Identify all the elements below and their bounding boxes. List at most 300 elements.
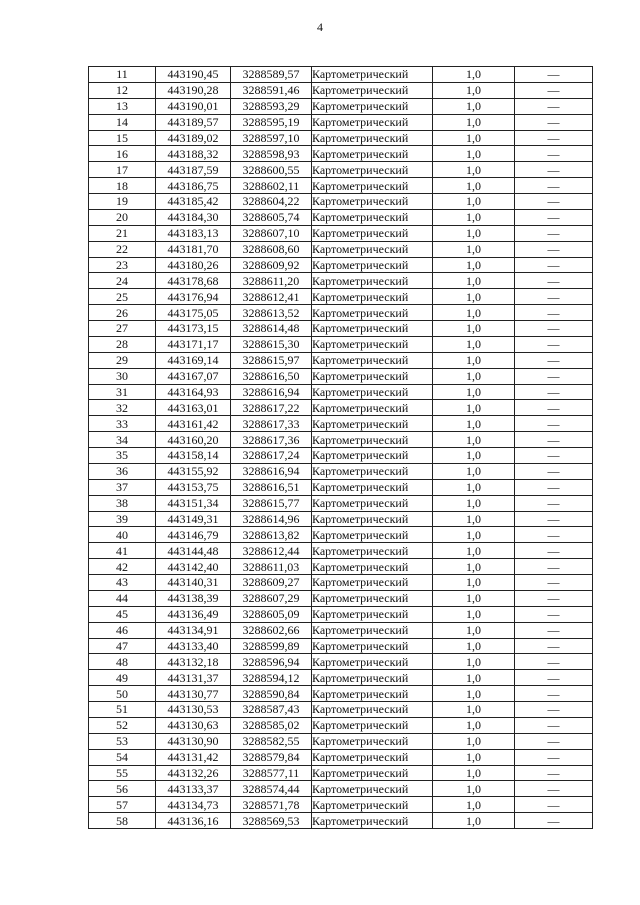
y-coordinate-cell: 3288617,33 (231, 416, 312, 432)
x-coordinate-cell: 443181,70 (156, 241, 231, 257)
x-coordinate-cell: 443134,73 (156, 797, 231, 813)
method-cell: Картометрический (312, 717, 433, 733)
description-cell: — (515, 146, 593, 162)
point-number-cell: 51 (89, 702, 156, 718)
x-coordinate-cell: 443189,57 (156, 114, 231, 130)
method-cell: Картометрический (312, 432, 433, 448)
x-coordinate-cell: 443175,05 (156, 305, 231, 321)
method-cell: Картометрический (312, 606, 433, 622)
description-cell: — (515, 241, 593, 257)
x-coordinate-cell: 443190,28 (156, 82, 231, 98)
accuracy-cell: 1,0 (433, 638, 515, 654)
method-cell: Картометрический (312, 622, 433, 638)
x-coordinate-cell: 443132,18 (156, 654, 231, 670)
description-cell: — (515, 765, 593, 781)
y-coordinate-cell: 3288607,10 (231, 225, 312, 241)
x-coordinate-cell: 443149,31 (156, 511, 231, 527)
y-coordinate-cell: 3288616,94 (231, 463, 312, 479)
accuracy-cell: 1,0 (433, 797, 515, 813)
table-row (89, 622, 593, 638)
table-row (89, 352, 593, 368)
y-coordinate-cell: 3288613,52 (231, 305, 312, 321)
accuracy-cell: 1,0 (433, 606, 515, 622)
y-coordinate-cell: 3288611,03 (231, 559, 312, 575)
method-cell: Картометрический (312, 702, 433, 718)
point-number-cell: 55 (89, 765, 156, 781)
point-number-cell: 40 (89, 527, 156, 543)
y-coordinate-cell: 3288597,10 (231, 130, 312, 146)
x-coordinate-cell: 443189,02 (156, 130, 231, 146)
table-row (89, 686, 593, 702)
point-number-cell: 24 (89, 273, 156, 289)
accuracy-cell: 1,0 (433, 670, 515, 686)
method-cell: Картометрический (312, 384, 433, 400)
y-coordinate-cell: 3288599,89 (231, 638, 312, 654)
table-row (89, 257, 593, 273)
description-cell: — (515, 606, 593, 622)
method-cell: Картометрический (312, 225, 433, 241)
description-cell: — (515, 733, 593, 749)
y-coordinate-cell: 3288609,92 (231, 257, 312, 273)
description-cell: — (515, 622, 593, 638)
table-row (89, 543, 593, 559)
point-number-cell: 11 (89, 67, 156, 83)
accuracy-cell: 1,0 (433, 289, 515, 305)
description-cell: — (515, 416, 593, 432)
method-cell: Картометрический (312, 638, 433, 654)
accuracy-cell: 1,0 (433, 432, 515, 448)
accuracy-cell: 1,0 (433, 225, 515, 241)
y-coordinate-cell: 3288617,24 (231, 448, 312, 464)
x-coordinate-cell: 443133,40 (156, 638, 231, 654)
description-cell: — (515, 432, 593, 448)
y-coordinate-cell: 3288587,43 (231, 702, 312, 718)
y-coordinate-cell: 3288577,11 (231, 765, 312, 781)
description-cell: — (515, 797, 593, 813)
accuracy-cell: 1,0 (433, 733, 515, 749)
accuracy-cell: 1,0 (433, 146, 515, 162)
x-coordinate-cell: 443171,17 (156, 336, 231, 352)
description-cell: — (515, 130, 593, 146)
table-row (89, 368, 593, 384)
method-cell: Картометрический (312, 813, 433, 829)
description-cell: — (515, 511, 593, 527)
table-row (89, 479, 593, 495)
y-coordinate-cell: 3288615,97 (231, 352, 312, 368)
point-number-cell: 49 (89, 670, 156, 686)
method-cell: Картометрический (312, 765, 433, 781)
accuracy-cell: 1,0 (433, 463, 515, 479)
description-cell: — (515, 527, 593, 543)
point-number-cell: 19 (89, 194, 156, 210)
point-number-cell: 53 (89, 733, 156, 749)
table-row (89, 241, 593, 257)
point-number-cell: 18 (89, 178, 156, 194)
point-number-cell: 42 (89, 559, 156, 575)
x-coordinate-cell: 443160,20 (156, 432, 231, 448)
table-row (89, 416, 593, 432)
method-cell: Картометрический (312, 146, 433, 162)
method-cell: Картометрический (312, 352, 433, 368)
x-coordinate-cell: 443158,14 (156, 448, 231, 464)
accuracy-cell: 1,0 (433, 305, 515, 321)
x-coordinate-cell: 443169,14 (156, 352, 231, 368)
x-coordinate-cell: 443144,48 (156, 543, 231, 559)
point-number-cell: 32 (89, 400, 156, 416)
method-cell: Картометрический (312, 479, 433, 495)
table-row (89, 749, 593, 765)
y-coordinate-cell: 3288613,82 (231, 527, 312, 543)
description-cell: — (515, 638, 593, 654)
point-number-cell: 23 (89, 257, 156, 273)
y-coordinate-cell: 3288602,11 (231, 178, 312, 194)
accuracy-cell: 1,0 (433, 686, 515, 702)
method-cell: Картометрический (312, 336, 433, 352)
point-number-cell: 57 (89, 797, 156, 813)
y-coordinate-cell: 3288595,19 (231, 114, 312, 130)
table-row (89, 305, 593, 321)
method-cell: Картометрический (312, 273, 433, 289)
y-coordinate-cell: 3288589,57 (231, 67, 312, 83)
x-coordinate-cell: 443134,91 (156, 622, 231, 638)
accuracy-cell: 1,0 (433, 273, 515, 289)
x-coordinate-cell: 443155,92 (156, 463, 231, 479)
table-row (89, 225, 593, 241)
x-coordinate-cell: 443180,26 (156, 257, 231, 273)
y-coordinate-cell: 3288582,55 (231, 733, 312, 749)
y-coordinate-cell: 3288594,12 (231, 670, 312, 686)
table-row (89, 178, 593, 194)
point-number-cell: 21 (89, 225, 156, 241)
y-coordinate-cell: 3288605,74 (231, 209, 312, 225)
method-cell: Картометрический (312, 781, 433, 797)
point-number-cell: 26 (89, 305, 156, 321)
method-cell: Картометрический (312, 209, 433, 225)
method-cell: Картометрический (312, 543, 433, 559)
method-cell: Картометрический (312, 257, 433, 273)
point-number-cell: 14 (89, 114, 156, 130)
table-row (89, 797, 593, 813)
table-row (89, 670, 593, 686)
point-number-cell: 16 (89, 146, 156, 162)
x-coordinate-cell: 443178,68 (156, 273, 231, 289)
point-number-cell: 58 (89, 813, 156, 829)
method-cell: Картометрический (312, 305, 433, 321)
x-coordinate-cell: 443142,40 (156, 559, 231, 575)
y-coordinate-cell: 3288612,44 (231, 543, 312, 559)
accuracy-cell: 1,0 (433, 384, 515, 400)
accuracy-cell: 1,0 (433, 194, 515, 210)
point-number-cell: 37 (89, 479, 156, 495)
table-row (89, 273, 593, 289)
description-cell: — (515, 813, 593, 829)
table-row (89, 702, 593, 718)
method-cell: Картометрический (312, 67, 433, 83)
table-row (89, 463, 593, 479)
table-row (89, 98, 593, 114)
method-cell: Картометрический (312, 749, 433, 765)
description-cell: — (515, 781, 593, 797)
table-row (89, 813, 593, 829)
x-coordinate-cell: 443138,39 (156, 590, 231, 606)
y-coordinate-cell: 3288598,93 (231, 146, 312, 162)
point-number-cell: 46 (89, 622, 156, 638)
point-number-cell: 12 (89, 82, 156, 98)
accuracy-cell: 1,0 (433, 590, 515, 606)
y-coordinate-cell: 3288609,27 (231, 575, 312, 591)
y-coordinate-cell: 3288617,22 (231, 400, 312, 416)
y-coordinate-cell: 3288604,22 (231, 194, 312, 210)
description-cell: — (515, 590, 593, 606)
method-cell: Картометрический (312, 575, 433, 591)
point-number-cell: 35 (89, 448, 156, 464)
table-row (89, 162, 593, 178)
x-coordinate-cell: 443151,34 (156, 495, 231, 511)
method-cell: Картометрический (312, 368, 433, 384)
x-coordinate-cell: 443146,79 (156, 527, 231, 543)
x-coordinate-cell: 443132,26 (156, 765, 231, 781)
table-row (89, 384, 593, 400)
x-coordinate-cell: 443187,59 (156, 162, 231, 178)
table-row (89, 781, 593, 797)
method-cell: Картометрический (312, 733, 433, 749)
point-number-cell: 44 (89, 590, 156, 606)
accuracy-cell: 1,0 (433, 352, 515, 368)
x-coordinate-cell: 443173,15 (156, 321, 231, 337)
method-cell: Картометрический (312, 797, 433, 813)
point-number-cell: 48 (89, 654, 156, 670)
point-number-cell: 38 (89, 495, 156, 511)
y-coordinate-cell: 3288602,66 (231, 622, 312, 638)
table-row (89, 146, 593, 162)
description-cell: — (515, 273, 593, 289)
method-cell: Картометрический (312, 98, 433, 114)
x-coordinate-cell: 443184,30 (156, 209, 231, 225)
accuracy-cell: 1,0 (433, 622, 515, 638)
method-cell: Картометрический (312, 178, 433, 194)
y-coordinate-cell: 3288585,02 (231, 717, 312, 733)
method-cell: Картометрический (312, 82, 433, 98)
y-coordinate-cell: 3288614,96 (231, 511, 312, 527)
point-number-cell: 22 (89, 241, 156, 257)
point-number-cell: 28 (89, 336, 156, 352)
accuracy-cell: 1,0 (433, 448, 515, 464)
accuracy-cell: 1,0 (433, 257, 515, 273)
table-row (89, 765, 593, 781)
point-number-cell: 13 (89, 98, 156, 114)
description-cell: — (515, 463, 593, 479)
coordinates-table (88, 66, 593, 829)
description-cell: — (515, 559, 593, 575)
point-number-cell: 15 (89, 130, 156, 146)
table-row (89, 590, 593, 606)
method-cell: Картометрический (312, 400, 433, 416)
x-coordinate-cell: 443190,01 (156, 98, 231, 114)
method-cell: Картометрический (312, 114, 433, 130)
table-row (89, 67, 593, 83)
description-cell: — (515, 352, 593, 368)
y-coordinate-cell: 3288593,29 (231, 98, 312, 114)
accuracy-cell: 1,0 (433, 575, 515, 591)
y-coordinate-cell: 3288617,36 (231, 432, 312, 448)
point-number-cell: 36 (89, 463, 156, 479)
table-row (89, 495, 593, 511)
x-coordinate-cell: 443167,07 (156, 368, 231, 384)
x-coordinate-cell: 443140,31 (156, 575, 231, 591)
description-cell: — (515, 543, 593, 559)
table-row (89, 733, 593, 749)
description-cell: — (515, 400, 593, 416)
description-cell: — (515, 98, 593, 114)
point-number-cell: 52 (89, 717, 156, 733)
table-row (89, 209, 593, 225)
accuracy-cell: 1,0 (433, 336, 515, 352)
accuracy-cell: 1,0 (433, 527, 515, 543)
accuracy-cell: 1,0 (433, 98, 515, 114)
x-coordinate-cell: 443183,13 (156, 225, 231, 241)
x-coordinate-cell: 443136,16 (156, 813, 231, 829)
accuracy-cell: 1,0 (433, 241, 515, 257)
table-row (89, 448, 593, 464)
table-row (89, 400, 593, 416)
x-coordinate-cell: 443163,01 (156, 400, 231, 416)
y-coordinate-cell: 3288590,84 (231, 686, 312, 702)
accuracy-cell: 1,0 (433, 559, 515, 575)
method-cell: Картометрический (312, 590, 433, 606)
description-cell: — (515, 162, 593, 178)
accuracy-cell: 1,0 (433, 749, 515, 765)
table-row (89, 654, 593, 670)
y-coordinate-cell: 3288612,41 (231, 289, 312, 305)
description-cell: — (515, 654, 593, 670)
accuracy-cell: 1,0 (433, 765, 515, 781)
y-coordinate-cell: 3288579,84 (231, 749, 312, 765)
x-coordinate-cell: 443130,53 (156, 702, 231, 718)
x-coordinate-cell: 443185,42 (156, 194, 231, 210)
table-row (89, 194, 593, 210)
description-cell: — (515, 178, 593, 194)
description-cell: — (515, 321, 593, 337)
accuracy-cell: 1,0 (433, 368, 515, 384)
method-cell: Картометрический (312, 194, 433, 210)
x-coordinate-cell: 443186,75 (156, 178, 231, 194)
point-number-cell: 34 (89, 432, 156, 448)
accuracy-cell: 1,0 (433, 702, 515, 718)
y-coordinate-cell: 3288616,50 (231, 368, 312, 384)
y-coordinate-cell: 3288574,44 (231, 781, 312, 797)
table-row (89, 511, 593, 527)
x-coordinate-cell: 443133,37 (156, 781, 231, 797)
table-row (89, 336, 593, 352)
x-coordinate-cell: 443131,42 (156, 749, 231, 765)
description-cell: — (515, 384, 593, 400)
accuracy-cell: 1,0 (433, 114, 515, 130)
x-coordinate-cell: 443130,77 (156, 686, 231, 702)
accuracy-cell: 1,0 (433, 130, 515, 146)
description-cell: — (515, 114, 593, 130)
accuracy-cell: 1,0 (433, 178, 515, 194)
x-coordinate-cell: 443153,75 (156, 479, 231, 495)
accuracy-cell: 1,0 (433, 654, 515, 670)
table-row (89, 559, 593, 575)
method-cell: Картометрический (312, 448, 433, 464)
description-cell: — (515, 336, 593, 352)
description-cell: — (515, 749, 593, 765)
description-cell: — (515, 495, 593, 511)
point-number-cell: 41 (89, 543, 156, 559)
method-cell: Картометрический (312, 654, 433, 670)
accuracy-cell: 1,0 (433, 82, 515, 98)
accuracy-cell: 1,0 (433, 209, 515, 225)
coordinates-table-body (89, 67, 593, 829)
table-row (89, 527, 593, 543)
accuracy-cell: 1,0 (433, 543, 515, 559)
method-cell: Картометрический (312, 241, 433, 257)
method-cell: Картометрический (312, 495, 433, 511)
table-row (89, 638, 593, 654)
table-row (89, 432, 593, 448)
method-cell: Картометрический (312, 511, 433, 527)
description-cell: — (515, 209, 593, 225)
y-coordinate-cell: 3288616,94 (231, 384, 312, 400)
x-coordinate-cell: 443161,42 (156, 416, 231, 432)
accuracy-cell: 1,0 (433, 321, 515, 337)
point-number-cell: 29 (89, 352, 156, 368)
x-coordinate-cell: 443188,32 (156, 146, 231, 162)
point-number-cell: 30 (89, 368, 156, 384)
accuracy-cell: 1,0 (433, 511, 515, 527)
description-cell: — (515, 368, 593, 384)
y-coordinate-cell: 3288591,46 (231, 82, 312, 98)
x-coordinate-cell: 443130,90 (156, 733, 231, 749)
y-coordinate-cell: 3288611,20 (231, 273, 312, 289)
method-cell: Картометрический (312, 321, 433, 337)
y-coordinate-cell: 3288571,78 (231, 797, 312, 813)
table-row (89, 717, 593, 733)
x-coordinate-cell: 443131,37 (156, 670, 231, 686)
point-number-cell: 56 (89, 781, 156, 797)
accuracy-cell: 1,0 (433, 162, 515, 178)
accuracy-cell: 1,0 (433, 813, 515, 829)
y-coordinate-cell: 3288615,77 (231, 495, 312, 511)
method-cell: Картометрический (312, 670, 433, 686)
accuracy-cell: 1,0 (433, 400, 515, 416)
table-row (89, 606, 593, 622)
accuracy-cell: 1,0 (433, 495, 515, 511)
method-cell: Картометрический (312, 289, 433, 305)
description-cell: — (515, 717, 593, 733)
table-row (89, 321, 593, 337)
method-cell: Картометрический (312, 416, 433, 432)
x-coordinate-cell: 443164,93 (156, 384, 231, 400)
point-number-cell: 33 (89, 416, 156, 432)
point-number-cell: 31 (89, 384, 156, 400)
x-coordinate-cell: 443190,45 (156, 67, 231, 83)
description-cell: — (515, 225, 593, 241)
description-cell: — (515, 670, 593, 686)
y-coordinate-cell: 3288615,30 (231, 336, 312, 352)
point-number-cell: 47 (89, 638, 156, 654)
point-number-cell: 45 (89, 606, 156, 622)
y-coordinate-cell: 3288614,48 (231, 321, 312, 337)
accuracy-cell: 1,0 (433, 479, 515, 495)
page-number: 4 (317, 20, 323, 34)
method-cell: Картометрический (312, 463, 433, 479)
x-coordinate-cell: 443176,94 (156, 289, 231, 305)
table-row (89, 289, 593, 305)
point-number-cell: 25 (89, 289, 156, 305)
y-coordinate-cell: 3288605,09 (231, 606, 312, 622)
